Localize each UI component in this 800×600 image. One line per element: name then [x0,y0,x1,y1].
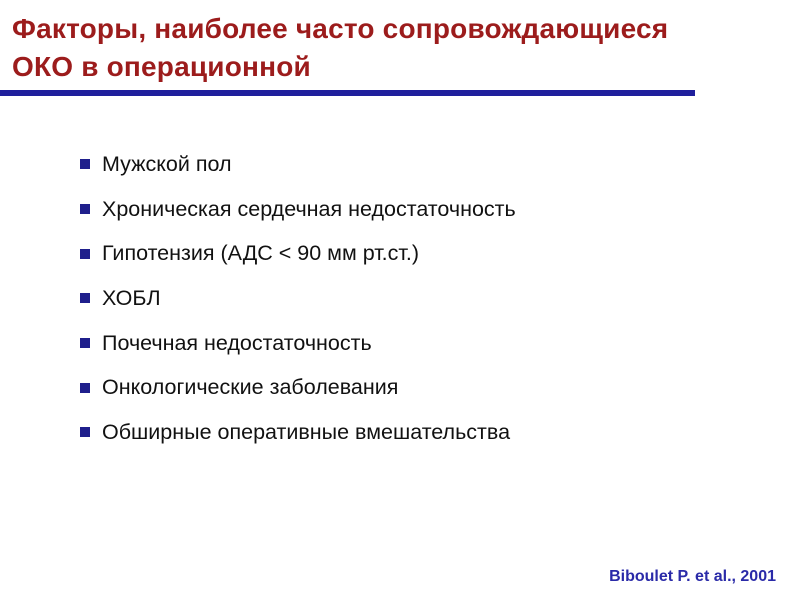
title-underline-rule [0,90,695,96]
list-item [80,276,516,321]
list-item-text: ХОБЛ [102,285,161,310]
slide-title-line-2: ОКО в операционной [12,51,311,82]
list-item [80,142,516,187]
list-item-text: Почечная недостаточность [102,330,372,355]
slide-title-line-1: Факторы, наиболее часто сопровождающиеся [12,13,669,44]
list-item-text: Гипотензия (АДС < 90 мм рт.ст.) [102,241,419,266]
list-item-text: Обширные оперативные вмешательства [102,419,511,444]
square-bullet-icon [80,293,90,303]
citation: Biboulet P. et al., 2001 [609,568,776,585]
list-item [80,321,516,366]
list-item [80,410,516,455]
list-item [80,187,516,232]
square-bullet-icon [80,338,90,348]
list-item-text: Онкологические заболевания [102,375,399,400]
list-item-text: Хроническая сердечная недостаточность [102,196,516,221]
slide-title [12,10,772,86]
bullet-list [80,142,516,455]
square-bullet-icon [80,249,90,259]
list-item [80,231,516,276]
square-bullet-icon [80,204,90,214]
square-bullet-icon [80,383,90,393]
list-item [80,365,516,410]
square-bullet-icon [80,427,90,437]
square-bullet-icon [80,159,90,169]
list-item-text: Мужской пол [102,151,232,176]
